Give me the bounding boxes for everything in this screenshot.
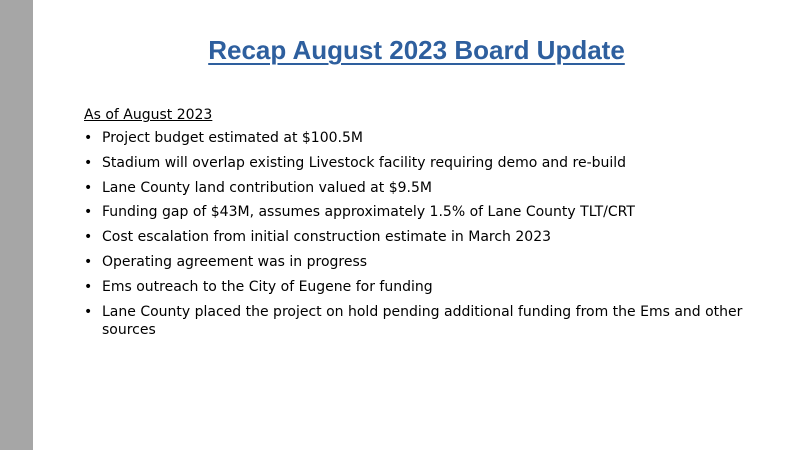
bullet-icon: • [84,229,93,246]
bullet-text: Lane County placed the project on hold pending additional funding from the Ems and other sources [102,303,743,338]
bullet-icon: • [84,278,93,295]
bullet-list [84,129,764,339]
subheading: As of August 2023 [84,107,213,123]
bullet-icon: • [84,303,93,320]
bullet-item [84,154,764,172]
bullet-text: Funding gap of $43M, assumes approximately 1.5% of Lane County TLT/CRT [102,204,635,221]
bullet-icon: • [84,253,93,270]
bullet-item [84,278,764,296]
slide-content [84,106,764,345]
bullet-icon: • [84,130,93,146]
bullet-icon: • [84,204,93,221]
bullet-text: Ems outreach to the City of Eugene for funding [102,278,433,295]
bullet-item [84,129,764,147]
bullet-item [84,228,764,246]
slide-title: Recap August 2023 Board Update [208,35,625,65]
bullet-item [84,179,764,197]
bullet-text: Lane County land contribution valued at $9.5M [102,179,432,196]
bullet-text: Cost escalation from initial construction estimate in March 2023 [102,229,552,246]
bullet-text: Project budget estimated at $100.5M [102,130,363,146]
bullet-item [84,303,764,339]
left-accent-bar [0,0,33,450]
bullet-item [84,203,764,221]
bullet-text: Operating agreement was in progress [102,253,368,270]
bullet-text: Stadium will overlap existing Livestock facility requiring demo and re-build [102,154,627,171]
bullet-icon: • [84,154,93,171]
bullet-item [84,253,764,271]
bullet-icon: • [84,179,93,196]
